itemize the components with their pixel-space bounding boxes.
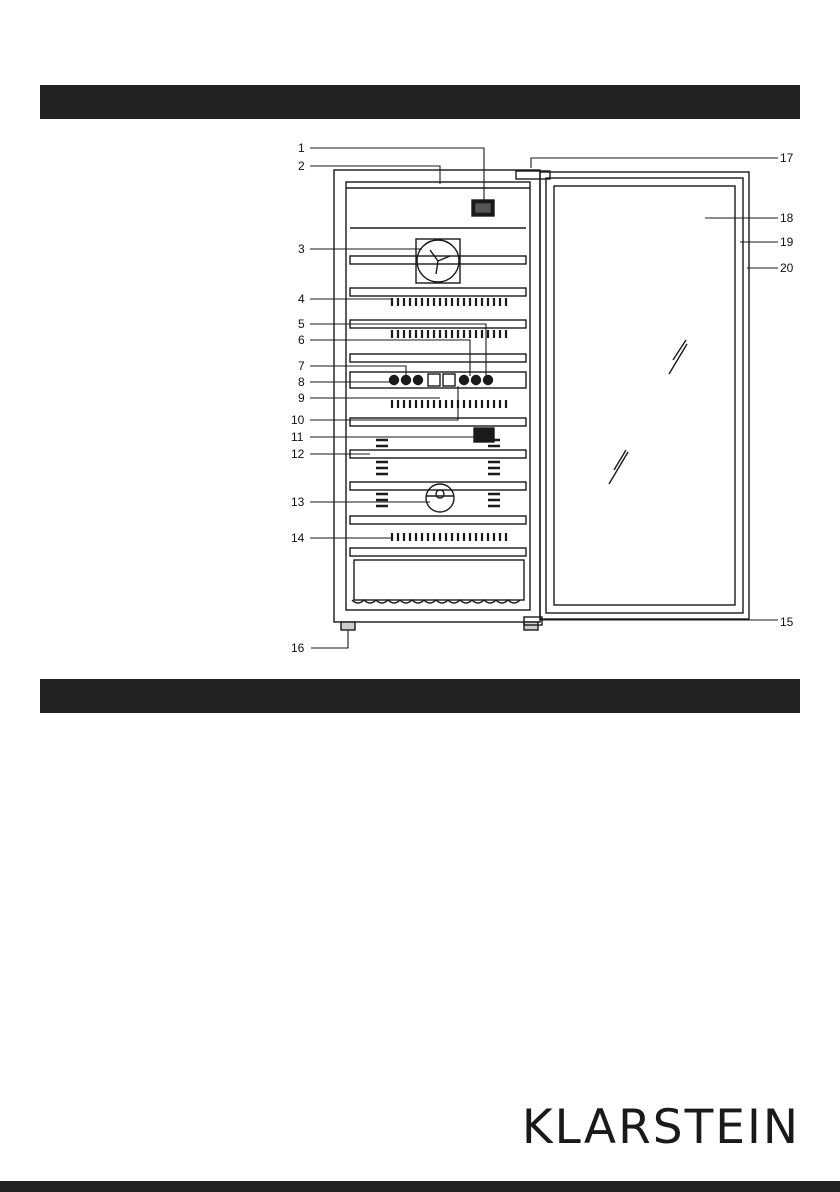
bottom-drawer [354, 560, 524, 600]
label-3: 3 [298, 242, 305, 256]
label-16: 16 [291, 641, 305, 655]
label-14: 14 [291, 531, 305, 545]
label-13: 13 [291, 495, 305, 509]
label-19: 19 [780, 235, 794, 249]
glass-panel [554, 186, 735, 605]
label-8: 8 [298, 375, 305, 389]
label-2: 2 [298, 159, 305, 173]
label-17: 17 [780, 151, 794, 165]
label-5: 5 [298, 317, 305, 331]
glass-door-inner-frame [546, 178, 743, 613]
footer-band [0, 1181, 840, 1192]
label-20: 20 [780, 261, 794, 275]
label-10: 10 [291, 413, 305, 427]
foot-left [341, 622, 355, 630]
brand-logo: KLARSTEIN [521, 1100, 800, 1155]
glass-reflection-lower [609, 450, 628, 484]
label-4: 4 [298, 292, 305, 306]
label-9: 9 [298, 391, 305, 405]
label-7: 7 [298, 359, 305, 373]
label-11: 11 [291, 430, 304, 444]
label-6: 6 [298, 333, 305, 347]
foot-right [524, 622, 538, 630]
leader-lines [310, 148, 778, 648]
label-12: 12 [291, 447, 305, 461]
glass-reflection-upper [669, 340, 687, 374]
label-15: 15 [780, 615, 794, 629]
label-18: 18 [780, 211, 794, 225]
label-1: 1 [298, 141, 305, 155]
glass-door-frame [540, 172, 749, 619]
cabinet-inner [346, 182, 530, 610]
